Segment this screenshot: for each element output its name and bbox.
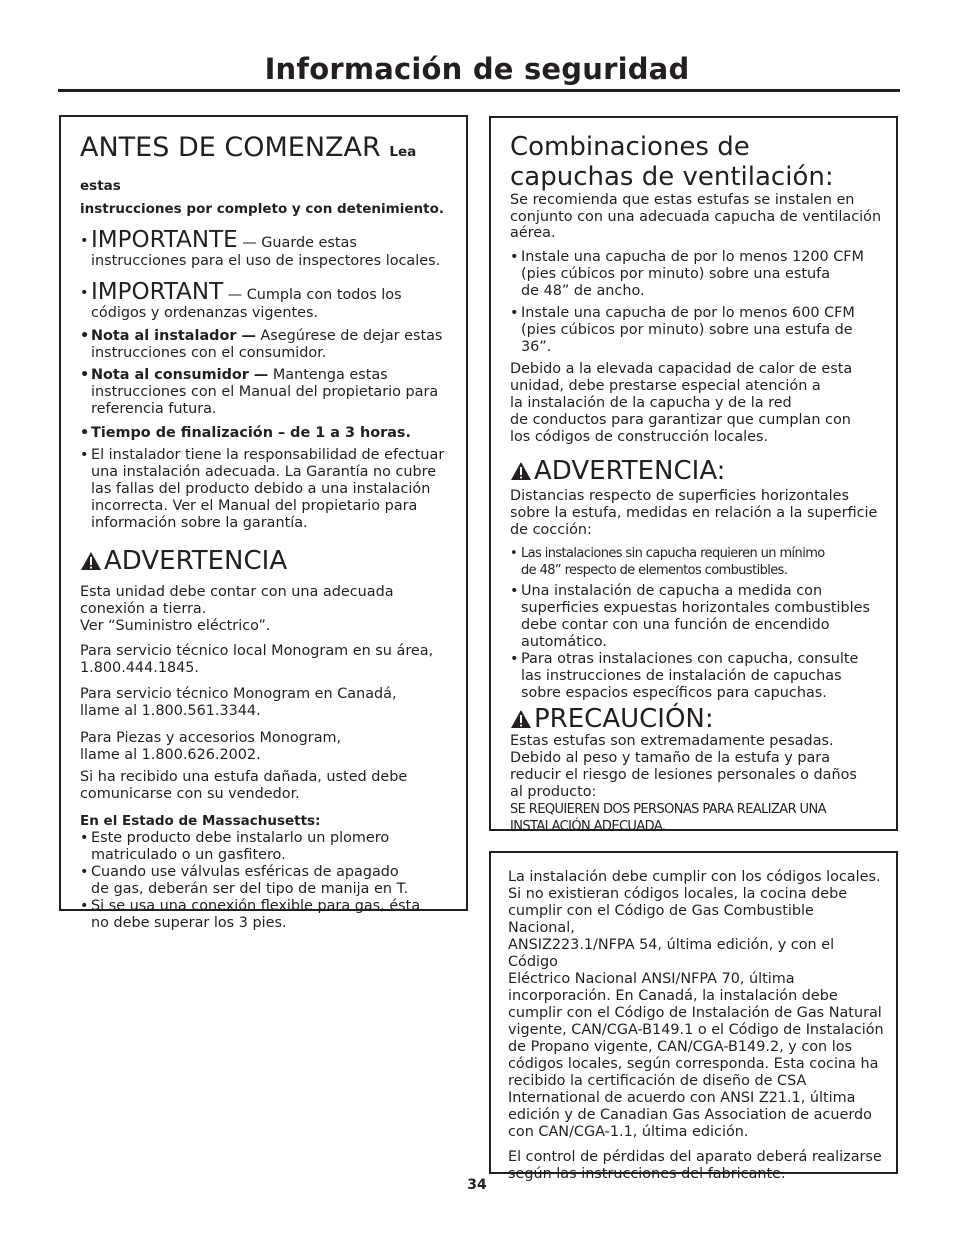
tierra-2: conexión a tierra. [80,601,207,617]
tierra-1: Esta unidad debe contar con una adecuada [80,584,394,600]
combinaciones-heading [510,132,886,192]
antes-heading [80,133,452,201]
bullet-dot: • [80,898,89,914]
bullet-dot: • [80,367,90,383]
danada-2: comunicarse con su vendedor. [80,786,300,802]
dist-1: Distancias respecto de superficies horizontales [510,487,849,504]
mass-item-2 [80,864,452,898]
combinaciones-heading-2: capuchas de ventilación: [510,162,834,192]
nota-instalador-text-2: instrucciones con el consumidor. [91,345,327,361]
medida-4: automático. [521,633,607,650]
instalador-resp-5: información sobre la garantía. [91,515,308,531]
nota-consumidor-text: Mantenga estas [268,367,388,383]
comb-intro-2: conjunto con una adecuada capucha de ventilación [510,208,882,225]
antes-heading-title: ANTES DE COMENZAR [80,132,381,163]
codes-line: Eléctrico Nacional ANSI/NFPA 70, última [508,971,795,987]
medida-2: superficies expuestas horizontales combustibles [521,599,870,616]
bullet-dot: • [510,304,519,321]
important-text-2: códigos y ordenanzas vigentes. [91,305,319,321]
codes-line: códigos locales, según corresponda. Esta cocina ha [508,1056,879,1072]
dist-3: de cocción: [510,521,592,538]
calor-5: los códigos de construcción locales. [510,428,769,445]
nota-consumidor-text-3: referencia futura. [91,401,217,417]
mass-2a: Cuando use válvulas esféricas de apagado [91,864,399,880]
cfm-600-item [510,305,886,356]
pesadas-paragraph [510,733,886,801]
nota-consumidor-label: Nota al consumidor — [91,367,269,383]
sin-capucha-1: Las instalaciones sin capucha requieren un mínimo [521,545,825,561]
servicio-area-1: Para servicio técnico local Monogram en su área, [80,643,434,659]
antes-sub-line: instrucciones por completo y con detenimiento. [80,201,444,217]
calor-4: de conductos para garantizar que cumplan con [510,411,851,428]
important-item [80,280,452,322]
pesadas-4: al producto: [510,783,597,800]
nota-instalador-text: Asegúrese de dejar estas [255,328,443,344]
pesadas-3: reducir el riesgo de lesiones personales o daños [510,766,857,783]
bullet-dot: • [80,328,90,344]
mass-3a: Si se usa una conexión flexible para gas, ésta [91,898,421,914]
pesadas-1: Estas estufas son extremadamente pesadas. [510,732,834,749]
codes-line: ANSIZ223.1/NFPA 54, última edición, y con el Código [508,937,835,970]
massachusetts-heading: En el Estado de Massachusetts: [80,813,321,829]
nota-instalador-item [80,328,452,362]
bullet-dot: • [510,545,518,561]
precaucion-heading [510,705,886,733]
servicio-canada-paragraph [80,686,452,720]
piezas-1: Para Piezas y accesorios Monogram, [80,730,342,746]
antes-heading-sub: Lea estas [80,144,417,194]
sin-capucha-2: de 48” respecto de elementos combustibles. [521,562,788,578]
antes-de-comenzar-box [59,115,468,931]
advertencia-distancias-text: ADVERTENCIA: [534,455,726,486]
cfm1-2: (pies cúbicos por minuto) sobre una estufa [521,265,831,282]
tierra-3: Ver “Suministro eléctrico”. [80,618,271,634]
codigos-paragraph [508,869,884,1141]
servicio-area-paragraph [80,643,452,677]
calor-2: unidad, debe prestarse especial atención a [510,377,821,394]
instalador-resp-3: las fallas del producto debido a una instalación [91,481,431,497]
codes-line: cumplir con el Código de Instalación de Gas Natural [508,1005,882,1021]
nota-instalador-label: Nota al instalador — [91,328,256,344]
warning-triangle-icon [510,709,532,729]
bullet-dot: • [80,447,89,463]
cfm1-3: de 48” de ancho. [521,282,645,299]
otras-1: Para otras instalaciones con capucha, consulte [521,650,859,667]
sin-capucha-item [510,545,886,579]
bullet-dot: • [80,233,89,249]
importante-item [80,228,452,270]
piezas-2: llame al 1.800.626.2002. [80,747,261,763]
servicio-canada-2: llame al 1.800.561.3344. [80,703,261,719]
danada-paragraph [80,769,452,803]
mass-item-1 [80,830,452,864]
calor-paragraph [510,361,886,446]
codes-line: con CAN/CGA-1.1, última edición. [508,1124,749,1140]
page-number: 34 [467,1177,487,1193]
codigos-box [489,851,898,1182]
bullet-dot: • [80,864,89,880]
codes-line: Si no existieran códigos locales, la cocina debe [508,886,848,902]
capuchas-box [489,116,898,834]
cfm2-1: Instale una capucha de por lo menos 600 CFM [521,304,855,321]
dos-personas-2: INSTALACIÓN ADECUADA. [510,818,666,834]
medida-1: Una instalación de capucha a medida con [521,582,823,599]
warning-triangle-icon [510,461,532,481]
codes-line: vigente, CAN/CGA-B149.1 o el Código de Instalación [508,1022,884,1038]
servicio-canada-1: Para servicio técnico Monogram en Canadá, [80,686,397,702]
mass-item-3 [80,898,452,932]
bullet-dot: • [510,650,519,667]
nota-consumidor-text-2: instrucciones con el Manual del propietario para [91,384,439,400]
codes-line: La instalación debe cumplir con los códigos locales. [508,869,881,885]
medida-3: debe contar con una función de encendido [521,616,830,633]
important-label: IMPORTANT [91,279,224,305]
page-title: Información de seguridad [264,52,690,86]
mass-2b: de gas, deberán ser del tipo de manija en T. [91,881,409,897]
title-rule [58,89,900,92]
cfm-1200-item [510,249,886,300]
dos-personas-paragraph [510,801,886,835]
advertencia-heading-text: ADVERTENCIA [104,546,288,576]
capucha-medida-item [510,583,886,651]
cfm1-1: Instale una capucha de por lo menos 1200 CFM [521,248,864,265]
danada-1: Si ha recibido una estufa dañada, usted debe [80,769,408,785]
servicio-area-2: 1.800.444.1845. [80,660,200,676]
warning-triangle-icon [80,551,102,571]
combinaciones-heading-1: Combinaciones de [510,132,750,162]
importante-label: IMPORTANTE [91,227,238,253]
piezas-paragraph [80,730,452,764]
instalador-resp-1: El instalador tiene la responsabilidad de efectuar [91,447,445,463]
calor-1: Debido a la elevada capacidad de calor de esta [510,360,853,377]
otras-instalaciones-item [510,651,886,702]
bullet-dot: • [80,830,89,846]
perdidas-2: según las instrucciones del fabricante. [508,1166,786,1182]
distancias-paragraph [510,488,886,539]
tiempo-item [80,425,452,442]
instalador-resp-2: una instalación adecuada. La Garantía no cubre [91,464,437,480]
advertencia-heading [80,547,452,575]
advertencia-distancias-heading [510,457,886,485]
dist-2: sobre la estufa, medidas en relación a la superficie [510,504,878,521]
cfm2-2: (pies cúbicos por minuto) sobre una estufa de 36”. [521,321,853,355]
otras-3: sobre espacios específicos para capuchas. [521,684,827,701]
instalador-responsabilidad-item [80,447,452,532]
importante-text: — Guarde estas [237,235,357,251]
perdidas-1: El control de pérdidas del aparato deberá realizarse [508,1149,882,1165]
tiempo-text: Tiempo de finalización – de 1 a 3 horas. [91,425,411,441]
nota-consumidor-item [80,367,452,418]
instalador-resp-4: incorrecta. Ver el Manual del propietario para [91,498,418,514]
tierra-paragraph [80,584,452,635]
dos-personas-1: SE REQUIEREN DOS PERSONAS PARA REALIZAR UNA [510,801,826,817]
codes-line: recibido la certificación de diseño de CSA [508,1073,807,1089]
precaucion-heading-text: PRECAUCIÓN: [534,703,714,734]
comb-intro-1: Se recomienda que estas estufas se instalen en [510,192,855,208]
mass-3b: no debe superar los 3 pies. [91,915,287,931]
mass-1a: Este producto debe instalarlo un plomero [91,830,390,846]
combinaciones-intro [510,192,886,242]
mass-1b: matriculado o un gasfitero. [91,847,286,863]
codes-line: de Propano vigente, CAN/CGA-B149.2, y con los [508,1039,853,1055]
comb-intro-3: aérea. [510,225,556,241]
bullet-dot: • [80,425,90,441]
bullet-dot: • [80,285,89,301]
pesadas-2: Debido al peso y tamaño de la estufa y para [510,749,831,766]
bullet-dot: • [510,248,519,265]
codes-line: International de acuerdo con ANSI Z21.1, última [508,1090,856,1106]
codes-line: incorporación. En Canadá, la instalación debe [508,988,838,1004]
important-text: — Cumpla con todos los [223,287,402,303]
codes-line: cumplir con el Código de Gas Combustible Nacional, [508,903,814,936]
calor-3: la instalación de la capucha y de la red [510,394,792,411]
bullet-dot: • [510,582,519,599]
otras-2: las instrucciones de instalación de capuchas [521,667,842,684]
importante-text-2: instrucciones para el uso de inspectores locales. [91,253,441,269]
codes-line: edición y de Canadian Gas Association de acuerdo [508,1107,872,1123]
